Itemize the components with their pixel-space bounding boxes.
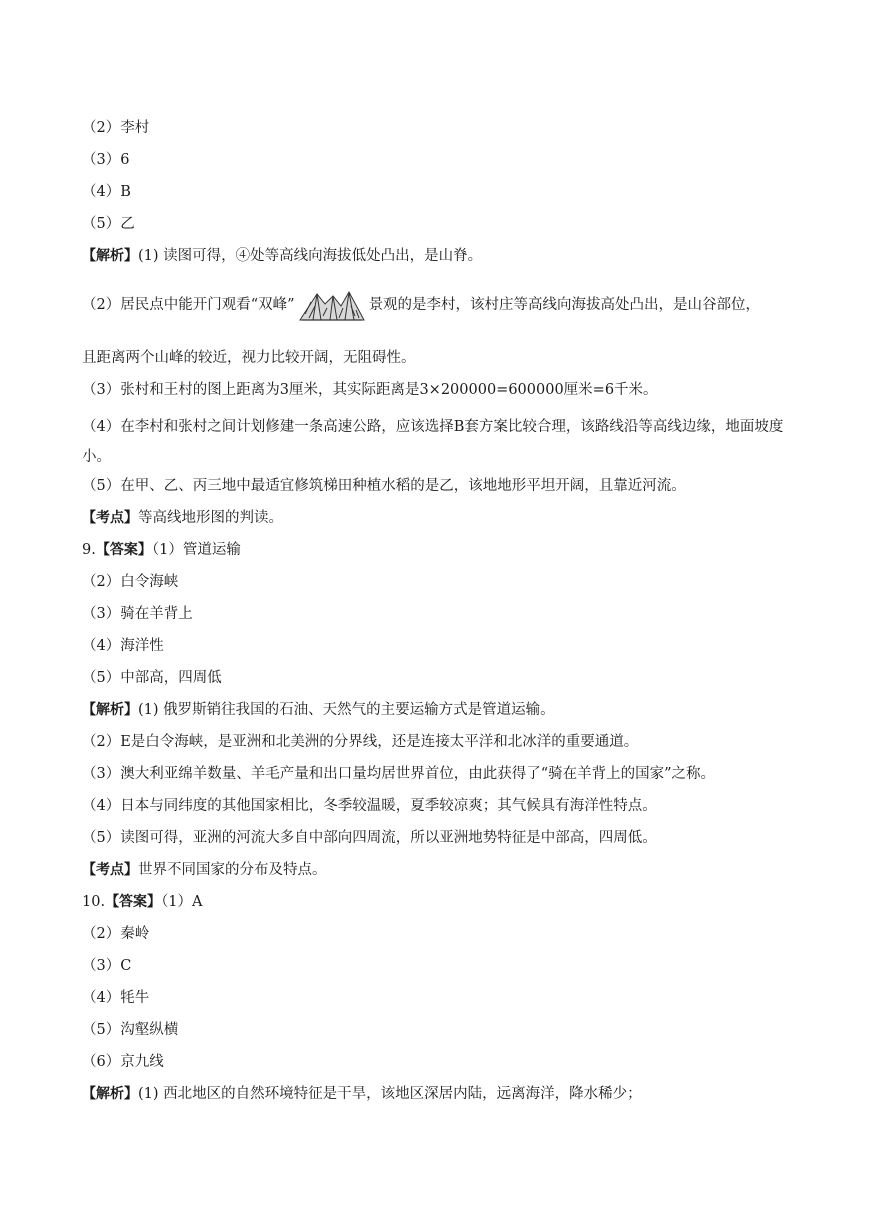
- q10-analysis-1-text: (1) 西北地区的自然环境特征是干旱，该地区深居内陆，远离海洋，降水稀少；: [138, 1086, 642, 1102]
- q8-answer-2: （2）李村: [82, 120, 150, 136]
- answer-label: 【答案】: [105, 894, 162, 910]
- q8-analysis-4: （4）在李村和张村之间计划修建一条高速公路，应该选择B套方案比较合理，该路线沿等高线边缘，地面坡度小。: [82, 419, 784, 465]
- q8-answer-5: （5）乙: [82, 216, 135, 232]
- q9-answer-4: （4）海洋性: [82, 638, 164, 654]
- analysis-label: 【解析】: [82, 248, 138, 264]
- q9-kaodian-text: 世界不同国家的分布及特点。: [138, 862, 327, 878]
- q8-analysis-1-text: (1) 读图可得，④处等高线向海拔低处凸出，是山脊。: [138, 248, 483, 264]
- double-peak-mountain-icon: [299, 288, 365, 322]
- q8-analysis-2-cont: 且距离两个山峰的较近，视力比较开阔，无阻碍性。: [82, 350, 416, 366]
- q10-answer-1-text: （1）A: [161, 894, 203, 910]
- q9-number: 9.: [82, 542, 96, 558]
- q10-answer-2: （2）秦岭: [82, 926, 150, 942]
- q9-analysis-4: （4）日本与同纬度的其他国家相比，冬季较温暖，夏季较凉爽；其气候具有海洋性特点。: [82, 798, 657, 814]
- q10-number: 10.: [82, 894, 106, 910]
- q9-analysis-2: （2）E是白令海峡，是亚洲和北美洲的分界线，还是连接太平洋和北冰洋的重要通道。: [82, 734, 639, 750]
- q8-analysis-5: （5）在甲、乙、丙三地中最适宜修筑梯田种植水稻的是乙，该地地形平坦开阔，且靠近河流。: [82, 478, 686, 494]
- q8-kaodian-text: 等高线地形图的判读。: [138, 510, 283, 526]
- q8-analysis-2: [82, 287, 794, 323]
- q8-answer-3: （3）6: [82, 152, 130, 168]
- q8-answer-4: （4）B: [82, 184, 131, 200]
- q10-answer-4: （4）牦牛: [82, 990, 150, 1006]
- q9-answer-2: （2）白令海峡: [82, 574, 179, 590]
- q10-analysis-1: [82, 1084, 794, 1104]
- q9-analysis-5: （5）读图可得，亚洲的河流大多自中部向四周流，所以亚洲地势特征是中部高，四周低。: [82, 830, 657, 846]
- q10-answer-3: （3）C: [82, 958, 132, 974]
- q9-analysis-1: [82, 700, 794, 720]
- q9-answer-3: （3）骑在羊背上: [82, 606, 193, 622]
- kaodian-label: 【考点】: [82, 862, 138, 878]
- q9-answer-1: [82, 540, 794, 560]
- q8-analysis-3: （3）张村和王村的图上距离为3厘米，其实际距离是3×200000=600000厘米=6千米。: [82, 382, 658, 398]
- answer-label: 【答案】: [95, 542, 152, 558]
- q8-analysis-1: [82, 246, 794, 266]
- analysis-label: 【解析】: [82, 1086, 138, 1102]
- q9-answer-1-text: （1）管道运输: [151, 542, 241, 558]
- q10-answer-5: （5）沟壑纵横: [82, 1022, 179, 1038]
- q9-analysis-1-text: (1) 俄罗斯销往我国的石油、天然气的主要运输方式是管道运输。: [138, 702, 555, 718]
- q8-kaodian: [82, 508, 794, 528]
- q9-analysis-3: （3）澳大利亚绵羊数量、羊毛产量和出口量均居世界首位，由此获得了“骑在羊背上的国家”之称。: [82, 766, 716, 782]
- q10-answer-6: （6）京九线: [82, 1054, 164, 1070]
- kaodian-label: 【考点】: [82, 510, 138, 526]
- q9-kaodian: [82, 860, 794, 880]
- q10-answer-1: [82, 892, 794, 912]
- q8-analysis-2-post: 景观的是李村，该村庄等高线向海拔高处凸出，是山谷部位，: [368, 297, 761, 313]
- q9-answer-5: （5）中部高，四周低: [82, 670, 222, 686]
- q8-analysis-2-pre: （2）居民点中能开门观看“双峰”: [82, 297, 295, 313]
- analysis-label: 【解析】: [82, 702, 138, 718]
